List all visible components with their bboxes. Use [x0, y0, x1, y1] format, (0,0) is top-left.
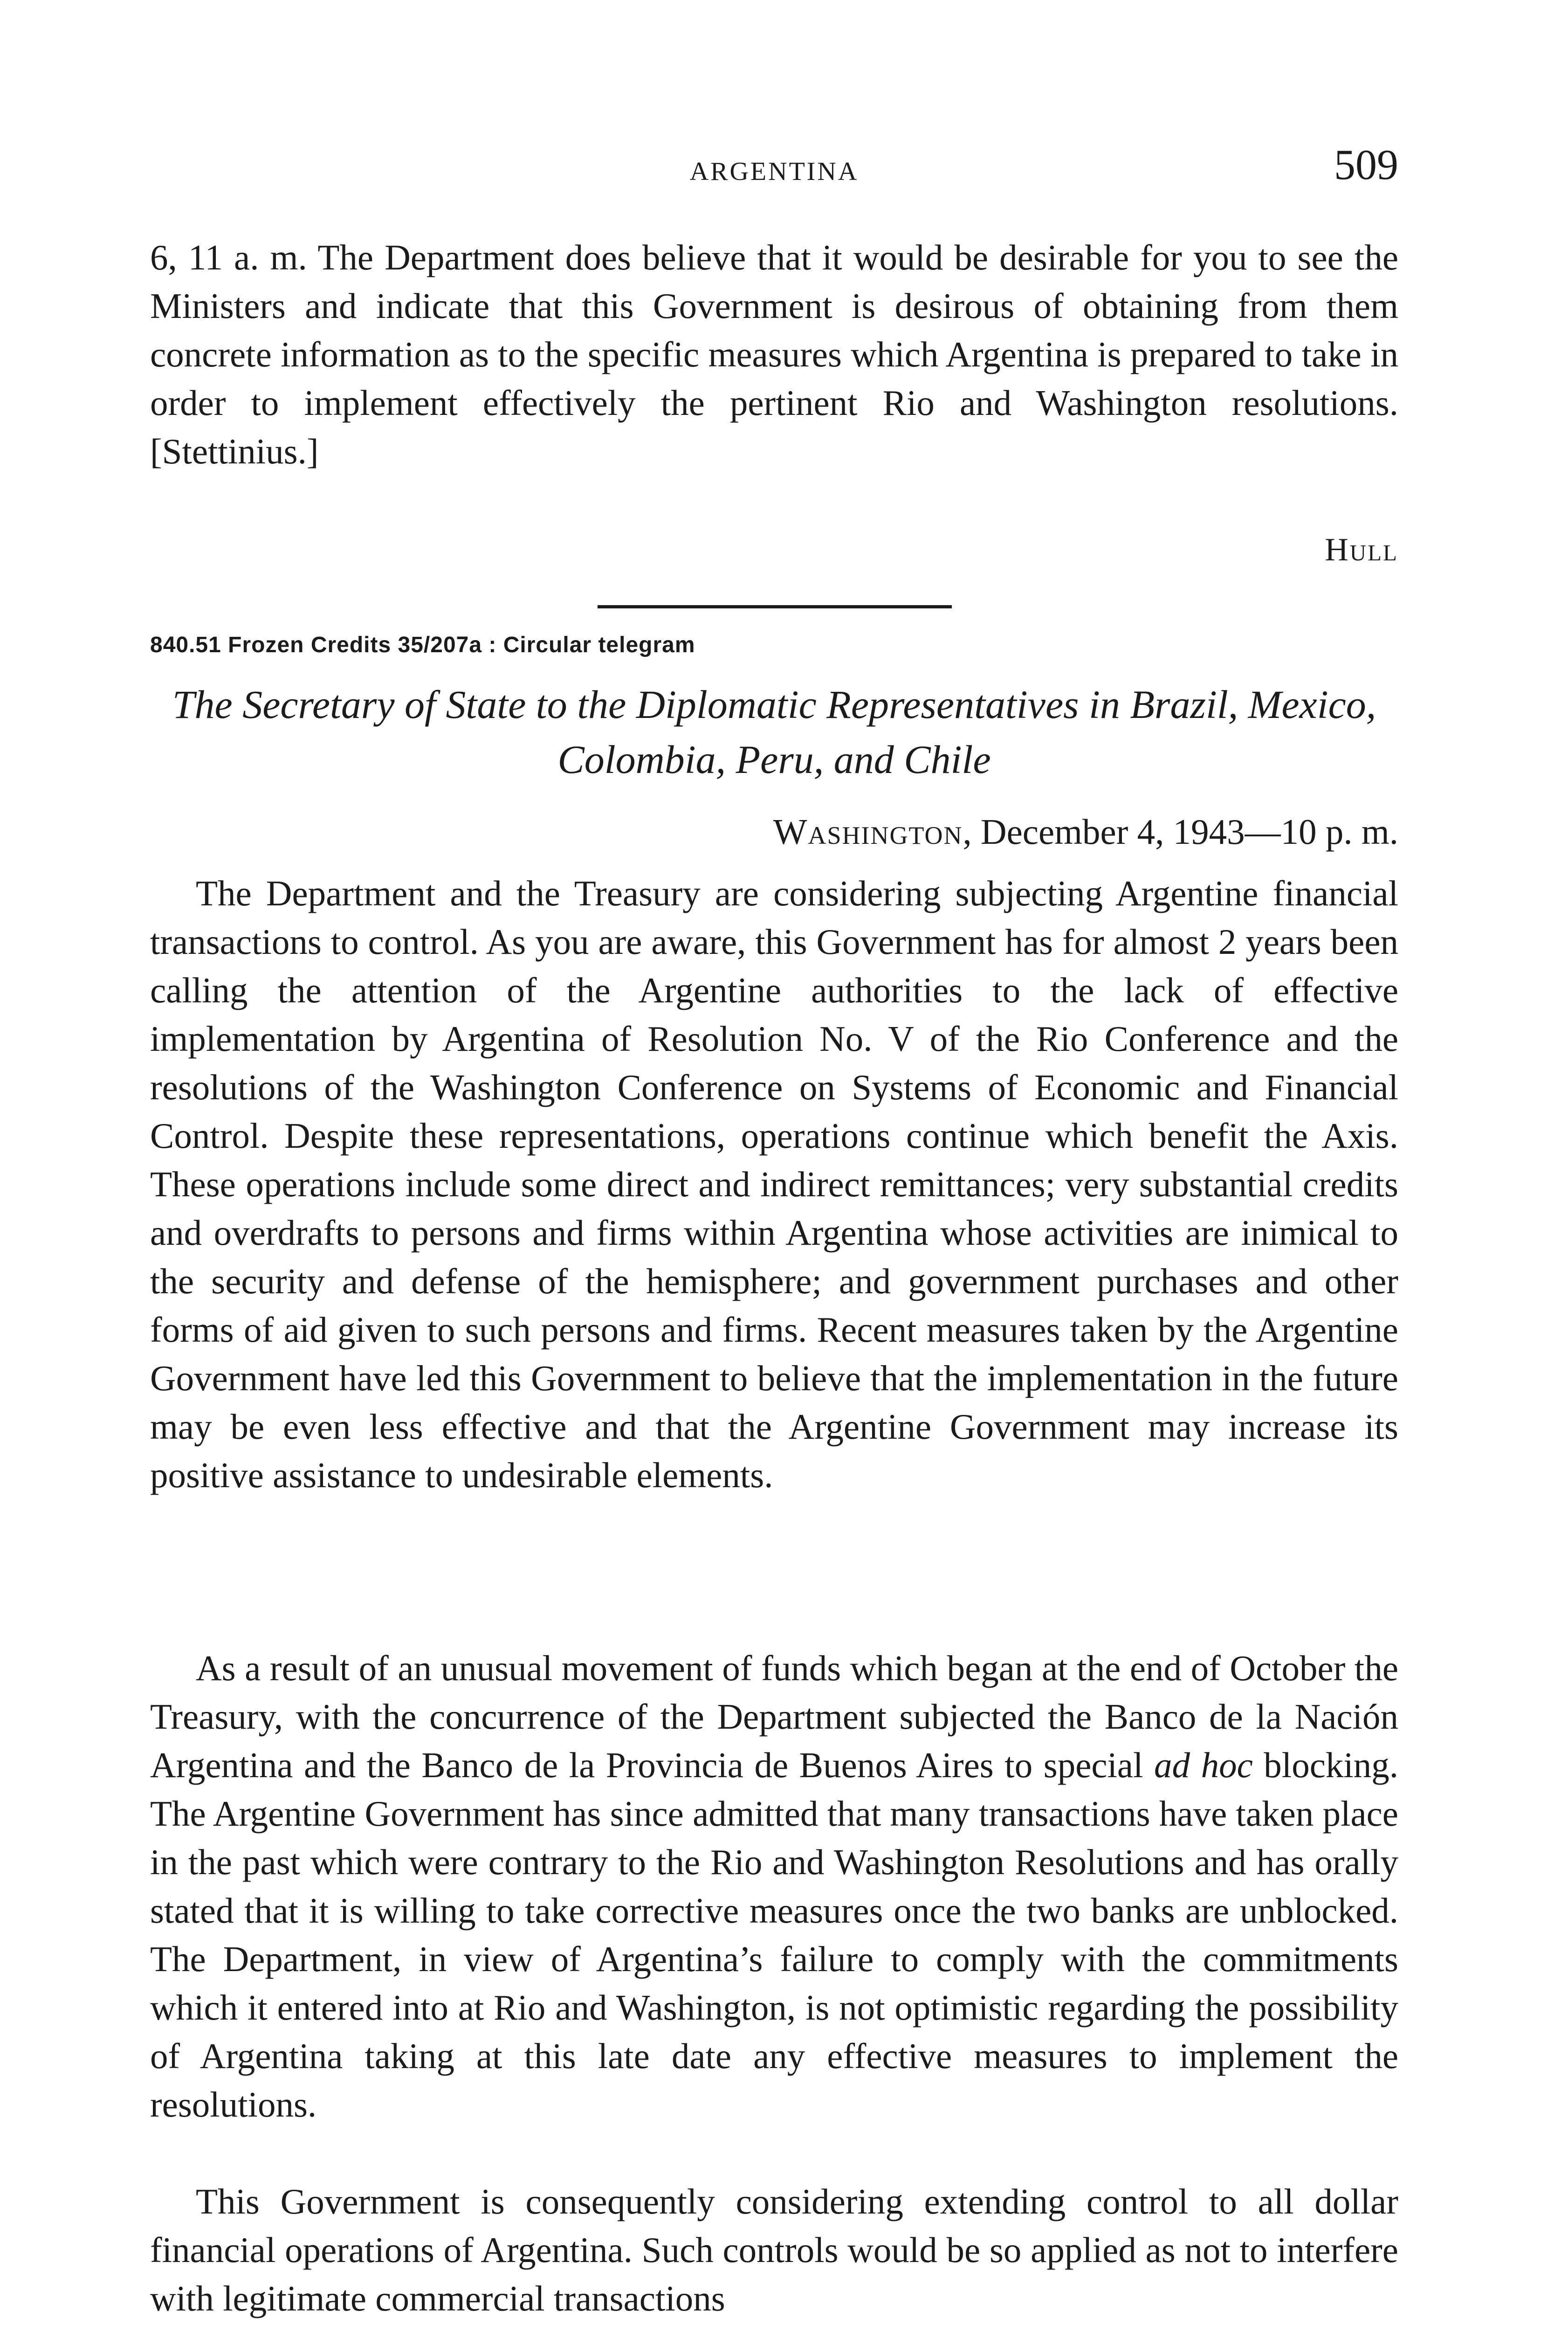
body-paragraph-3 [150, 2177, 1398, 2323]
italic-term: ad hoc [1154, 1745, 1253, 1785]
page-number: 509 [1334, 141, 1398, 188]
body-paragraph-2 [150, 1644, 1398, 2129]
signature: Hull [1325, 532, 1398, 568]
dateline-date: , December 4, 1943—10 p. m. [963, 812, 1398, 852]
paragraph-text [150, 1644, 1398, 2129]
paragraph-text-end: blocking. The Argentine Government has since admitted that many transactions have taken place in the past which were contrary to the Rio and Washington Resolutions and has orally stated that it is willing to take corrective measures once the two banks are unblocked. The Department, in view of Argentina’s failure to comply with the commitments which it entered into at Rio and Washington, is not optimistic regarding the possibility of Argentina taking at this late date any effective measures to implement the resolutions. [150, 1745, 1399, 2124]
running-title: ARGENTINA [689, 157, 859, 186]
running-head [150, 140, 1398, 196]
paragraph-text-start: As a result of an unusual movement of funds which began at the end of October the Treasury, with the concurrence of the Department subjected the Banco de la Nación Argentina and the Banco de la Provincia de Buenos Aires to special [150, 1648, 1398, 1785]
continuation-paragraph [150, 233, 1398, 476]
body-paragraph-1 [150, 869, 1398, 1499]
dateline-place: Washington [773, 812, 963, 852]
continuation-text: 6, 11 a. m. The Department does believe that it would be desirable for you to see the Ministers and indicate that this Government is desirous of obtaining from them concrete information as to the specific measures which Argentina is prepared to take in order to implement effectively the pertinent Rio and Washington resolutions. [Stettinius.] [150, 237, 1398, 471]
paragraph-text: This Government is consequently considering extending control to all dollar financial operations of Argentina. Such controls would be so applied as not to interfere with legitimate commercial transactions [150, 2181, 1398, 2318]
section-divider [598, 605, 952, 608]
file-reference: 840.51 Frozen Credits 35/207a : Circular telegram [150, 633, 695, 657]
dateline [773, 811, 1398, 853]
document-heading: The Secretary of State to the Diplomatic Representatives in Brazil, Mexico, Colombia, Peru, and Chile [172, 682, 1376, 782]
paragraph-text: The Department and the Treasury are considering subjecting Argentine financial transactions to control. As you are aware, this Government has for almost 2 years been calling the attention of the Argentine authorities to the lack of effective implementation by Argentina of Resolution No. V of the Rio Conference and the resolutions of the Washington Conference on Systems of Economic and Financial Control. Despite these representations, operations continue which benefit the Axis. These operations include some direct and indirect remittances; very substantial credits and overdrafts to persons and firms within Argentina whose activities are inimical to the security and defense of the hemisphere; and government purchases and other forms of aid given to such persons and firms. Recent measures taken by the Argentine Government have led this Government to believe that the implementation in the future may be even less effective and that the Argentine Government may increase its positive assistance to undesirable elements. [150, 873, 1398, 1495]
